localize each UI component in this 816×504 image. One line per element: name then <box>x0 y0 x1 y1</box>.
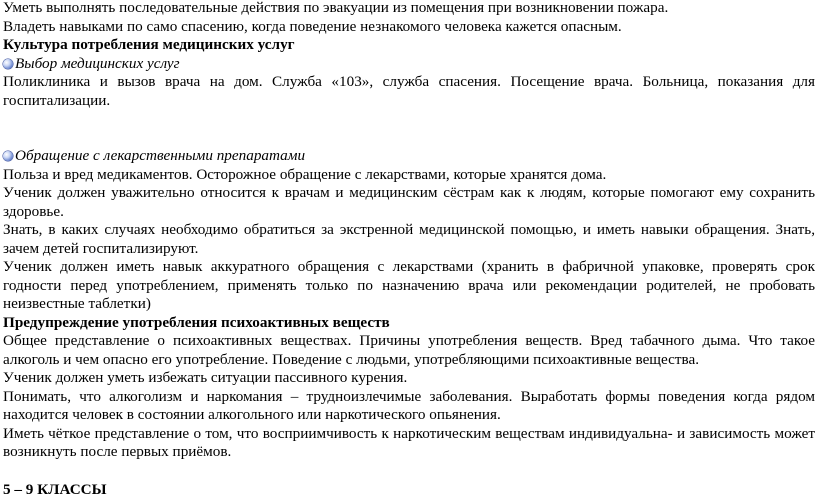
paragraph-clinic: Поликлиника и вызов врача на дом. Служба «103», служба спасения. Посещение врача. Больница, показания для госпитализации. <box>3 73 815 109</box>
paragraph-addiction: Иметь чёткое представление о том, что восприимчивость к наркотическим веществам индивидуальна- и зависимость может возникнуть после первых приёмов. <box>3 424 815 460</box>
paragraph-emergency-help: Знать, в каких случаях необходимо обратиться за экстренной медицинской помощью, и иметь навыки обращения. Знать, зачем детей госпитализируют. <box>3 221 815 257</box>
paragraph-careful-handling: Ученик должен иметь навык аккуратного обращения с лекарствами (хранить в фабричной упаковке, проверять срок годности перед употреблением, применять только по назначению врача или рекомендации родителей, не пробовать неизвестные таблетки) <box>3 258 815 312</box>
heading-psychoactive: Предупреждение употребления психоактивных веществ <box>3 313 390 331</box>
paragraph-evacuation: Уметь выполнять последовательные действия по эвакуации из помещения при возникновении пожара. <box>3 0 669 16</box>
heading-grades-5-9: 5 – 9 КЛАССЫ <box>3 480 107 498</box>
paragraph-passive-smoking: Ученик должен уметь избежать ситуации пассивного курения. <box>3 369 408 386</box>
heading-medical-services: Культура потребления медицинских услуг <box>3 36 295 53</box>
paragraph-psychoactive-general: Общее представление о психоактивных веществах. Причины употребления веществ. Вред табачного дыма. Что такое алкоголь и чем опасно его употребление. Поведение с людьми, употребляющими психоактивные вещества. <box>3 332 815 368</box>
document-body <box>3 0 815 499</box>
globe-bullet-icon <box>3 59 13 69</box>
globe-bullet-icon <box>3 151 13 161</box>
spacer <box>3 462 815 481</box>
paragraph-self-rescue: Владеть навыками по само спасению, когда поведение незнакомого человека кажется опасным. <box>3 17 622 35</box>
spacer <box>3 110 815 147</box>
paragraph-respect-doctors: Ученик должен уважительно относится к врачам и медицинским сёстрам как к людям, которые помогают ему сохранить здоровье. <box>3 184 815 220</box>
subheading-drugs-text: Обращение с лекарственными препаратами <box>15 147 306 164</box>
paragraph-drugs-benefit: Польза и вред медикаментов. Осторожное обращение с лекарствами, которые хранятся дома. <box>3 165 607 183</box>
subheading-choice-text: Выбор медицинских услуг <box>15 54 180 72</box>
subheading-choice-of-services <box>3 55 815 74</box>
paragraph-alcoholism: Понимать, что алкоголизм и наркомания – трудноизлечимые заболевания. Выработать формы поведения когда рядом находится человек в состоянии алкогольного или наркотического опьянения. <box>3 387 815 423</box>
subheading-drugs <box>3 147 815 166</box>
